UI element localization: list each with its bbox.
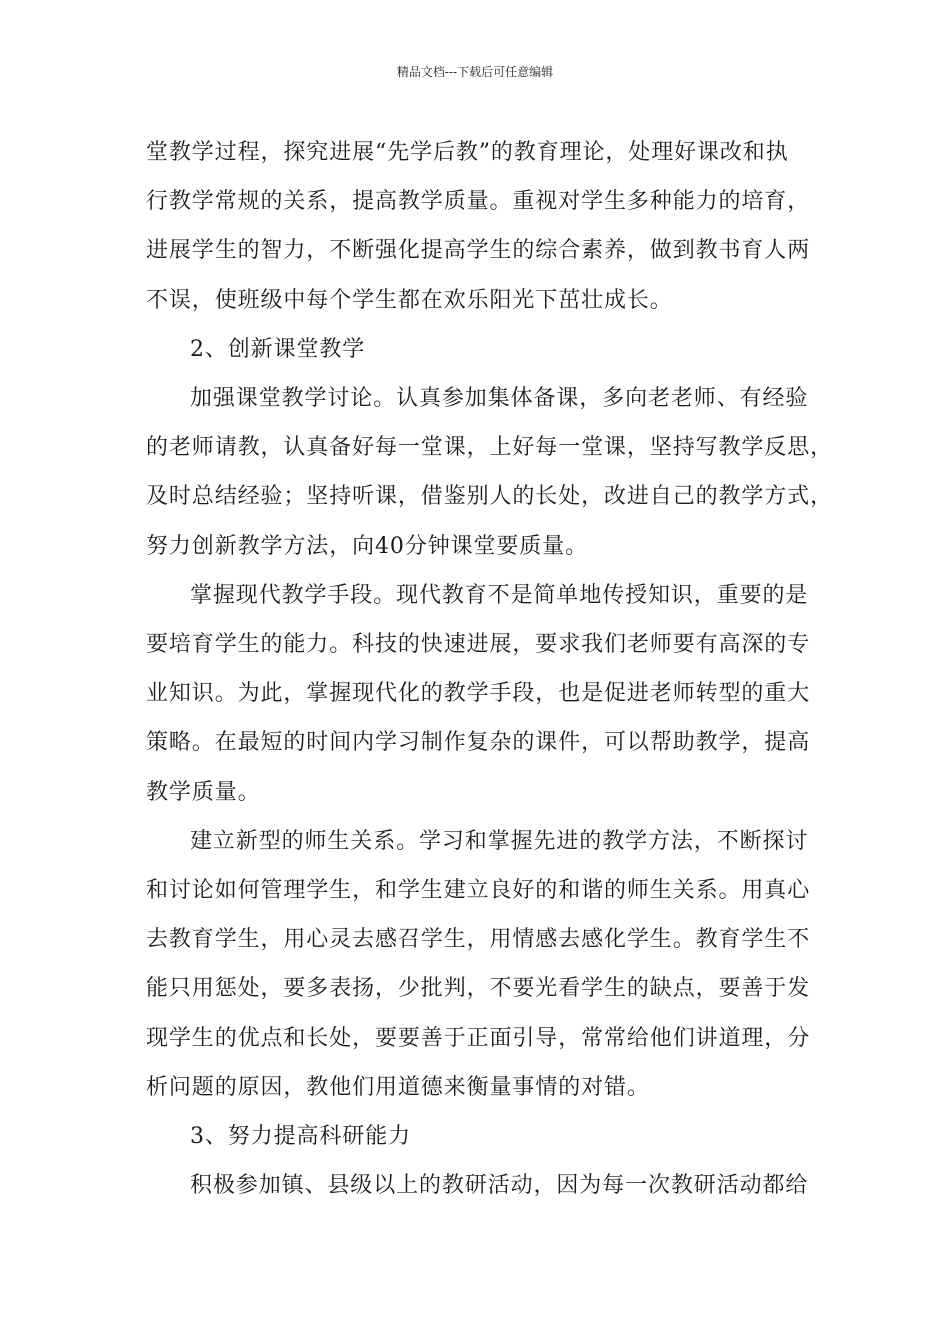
document-body <box>146 128 834 1210</box>
text-line: 加强课堂教学讨论。认真参加集体备课，多向老老师、有经验 <box>190 386 809 412</box>
page-header: 精品文档---下载后可任意编辑 <box>396 65 554 79</box>
paragraph-classroom-research <box>146 374 834 571</box>
text-line: 建立新型的师生关系。学习和掌握先进的教学方法，不断探讨 <box>190 828 809 854</box>
text-line: 进展学生的智力，不断强化提高学生的综合素养，做到教书育人两 <box>146 238 811 264</box>
paragraph-research-activities <box>146 1161 818 1210</box>
text-line: 行教学常规的关系，提高教学质量。重视对学生多种能力的培育， <box>146 189 811 215</box>
section-heading-2 <box>146 325 818 374</box>
text-line: 堂教学过程，探究进展“先学后教”的教育理论，处理好课改和执 <box>146 140 789 165</box>
text-line: 及时总结经验；坚持听课，借鉴别人的长处，改进自己的教学方式， <box>146 484 834 510</box>
section-heading-3 <box>146 1112 818 1161</box>
text-line: 要培育学生的能力。科技的快速进展，要求我们老师要有高深的专 <box>146 632 811 658</box>
text-line: 努力创新教学方法，向40分钟课堂要质量。 <box>146 533 588 559</box>
text-line: 积极参加镇、县级以上的教研活动，因为每一次教研活动都给 <box>190 1173 809 1199</box>
heading-text: 3、努力提高科研能力 <box>190 1124 411 1150</box>
paragraph-continuation <box>146 128 818 325</box>
text-line: 掌握现代教学手段。现代教育不是简单地传授知识，重要的是 <box>190 582 809 608</box>
paragraph-teacher-student <box>146 817 818 1112</box>
heading-text: 2、创新课堂教学 <box>190 336 366 362</box>
text-line: 业知识。为此，掌握现代化的教学手段，也是促进老师转型的重大 <box>146 681 811 707</box>
text-line: 策略。在最短的时间内学习制作复杂的课件，可以帮助教学，提高 <box>146 730 811 756</box>
text-line: 去教育学生，用心灵去感召学生，用情感去感化学生。教育学生不 <box>146 927 811 953</box>
text-line: 析问题的原因，教他们用道德来衡量事情的对错。 <box>146 1074 650 1100</box>
text-line: 的老师请教，认真备好每一堂课，上好每一堂课，坚持写教学反思， <box>146 435 834 461</box>
text-line: 能只用惩处，要多表扬，少批判，不要光看学生的缺点，要善于发 <box>146 976 811 1002</box>
text-line: 教学质量。 <box>146 779 261 805</box>
text-line: 和讨论如何管理学生，和学生建立良好的和谐的师生关系。用真心 <box>146 878 811 904</box>
text-line: 现学生的优点和长处，要要善于正面引导，常常给他们讲道理，分 <box>146 1025 811 1051</box>
text-line: 不误，使班级中每个学生都在欢乐阳光下茁壮成长。 <box>146 287 673 313</box>
paragraph-modern-teaching <box>146 571 818 817</box>
